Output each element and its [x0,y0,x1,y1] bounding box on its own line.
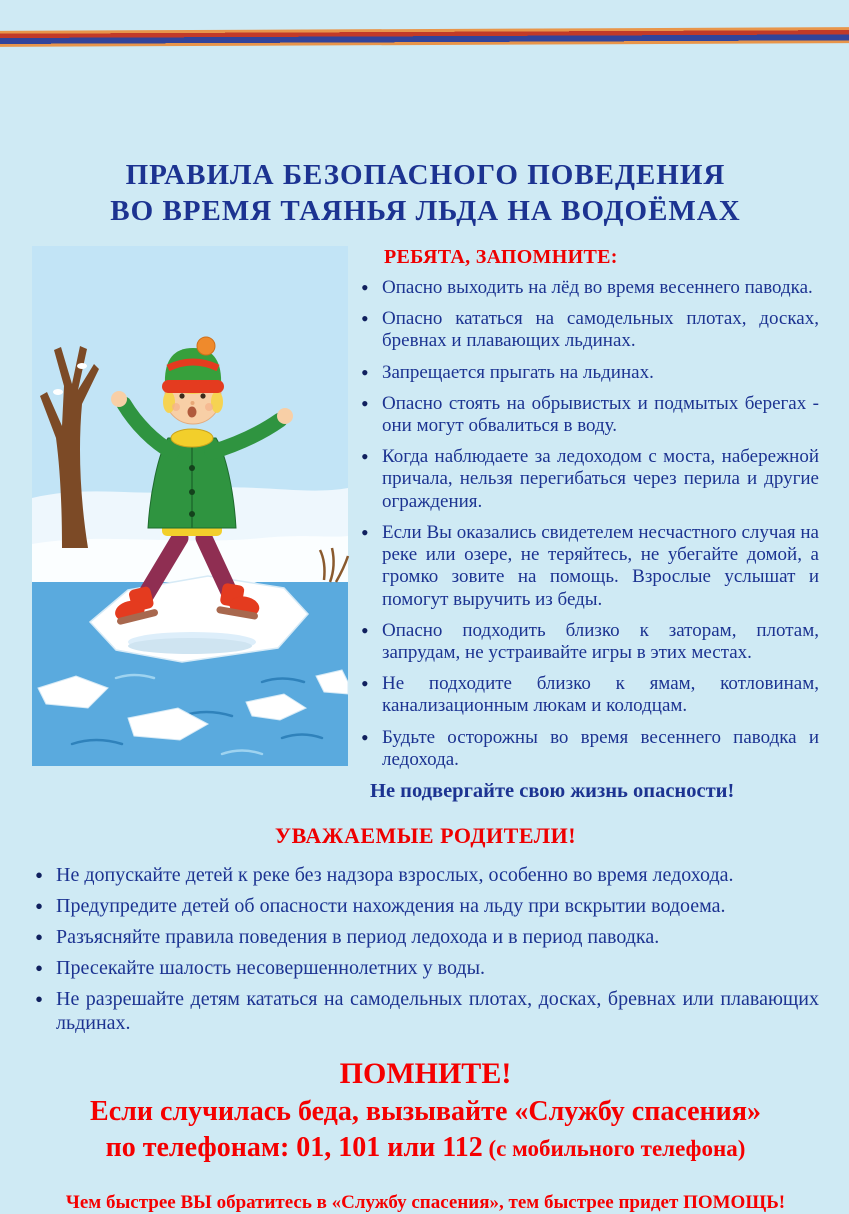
parents-rules-list [32,863,819,1035]
emergency-call-line: Если случилась беда, вызывайте «Службу спасения» [90,1096,761,1128]
main-columns [32,246,819,803]
rule-text: Пресекайте шалость несовершеннолетних у воды. [56,957,486,980]
rule-text: Опасно кататься на самодельных плотах, досках, бревнах и плавающих льдинах. [382,308,819,352]
list-item [358,362,819,384]
rule-text: Если Вы оказались свидетелем несчастного случая на реке или озере, не теряйтесь, не убегайте домой, а громко зовите на помощь. Взрослые услышат и помогут выручить из беды. [382,521,819,610]
page-title-line1: ПРАВИЛА БЕЗОПАСНОГО ПОВЕДЕНИЯ [125,159,726,191]
kids-closing-line: Не подвергайте свою жизнь опасности! [370,780,735,803]
rule-text: Не допускайте детей к реке без надзора взрослых, особенно во время ледохода. [56,864,734,887]
list-item [358,727,819,771]
list-item [32,956,819,980]
list-item [358,277,819,299]
list-item [358,393,819,437]
list-item [32,987,819,1035]
kids-rules-list [358,277,819,771]
rule-text: Когда наблюдаете за ледоходом с моста, набережной причала, нельзя перегибаться через перила и другие ограждения. [382,446,819,512]
rule-text: Предупредите детей об опасности нахождения на льду при вскрытии водоема. [56,895,726,918]
footer-appeal-line: Чем быстрее ВЫ обратитесь в «Службу спасения», тем быстрее придет ПОМОЩЬ! [65,1192,786,1214]
rule-text: Опасно выходить на лёд во время весеннего паводка. [382,276,813,298]
list-item [358,446,819,513]
parents-heading: УВАЖАЕМЫЕ РОДИТЕЛИ! [274,823,577,849]
rule-text: Запрещается прыгать на льдинах. [382,361,654,383]
kids-rules-section [358,246,819,803]
poster-content [32,158,819,1214]
page-title [32,158,819,230]
page-title-line2: ВО ВРЕМЯ ТАЯНЬЯ ЛЬДА НА ВОДОЁМАХ [110,194,741,227]
list-item [358,522,819,611]
rule-text: Опасно подходить близко к заторам, плотам, запрудам, не устраивайте игры в этих местах. [382,619,819,663]
list-item [358,308,819,352]
list-item [358,620,819,664]
rule-text: Не подходите близко к ямам, котловинам, канализационным люкам и колодцам. [382,673,819,717]
illustration-wrap [32,246,348,766]
remember-heading: ПОМНИТЕ! [339,1057,512,1091]
rule-text: Не разрешайте детям кататься на самодельных плотах, досках, бревнах или плавающих льдинах. [56,988,819,1035]
emergency-phones-main: по телефонам: 01, 101 или 112 [105,1131,483,1163]
child-on-ice-floe-illustration [32,246,348,766]
top-flag-ribbon [0,27,849,47]
rule-text: Опасно стоять на обрывистых и подмытых берегах - они могут обвалиться в воду. [382,392,819,436]
list-item [32,925,819,949]
emergency-phones-line [32,1131,819,1165]
rule-text: Разъясняйте правила поведения в период ледохода и в период паводка. [56,926,660,949]
list-item [32,863,819,887]
kids-heading: РЕБЯТА, ЗАПОМНИТЕ: [384,245,618,268]
emergency-phones-note: (с мобильного телефона) [482,1135,746,1161]
list-item [32,894,819,918]
rule-text: Будьте осторожны во время весеннего паводка и ледохода. [382,726,819,770]
list-item [358,673,819,717]
